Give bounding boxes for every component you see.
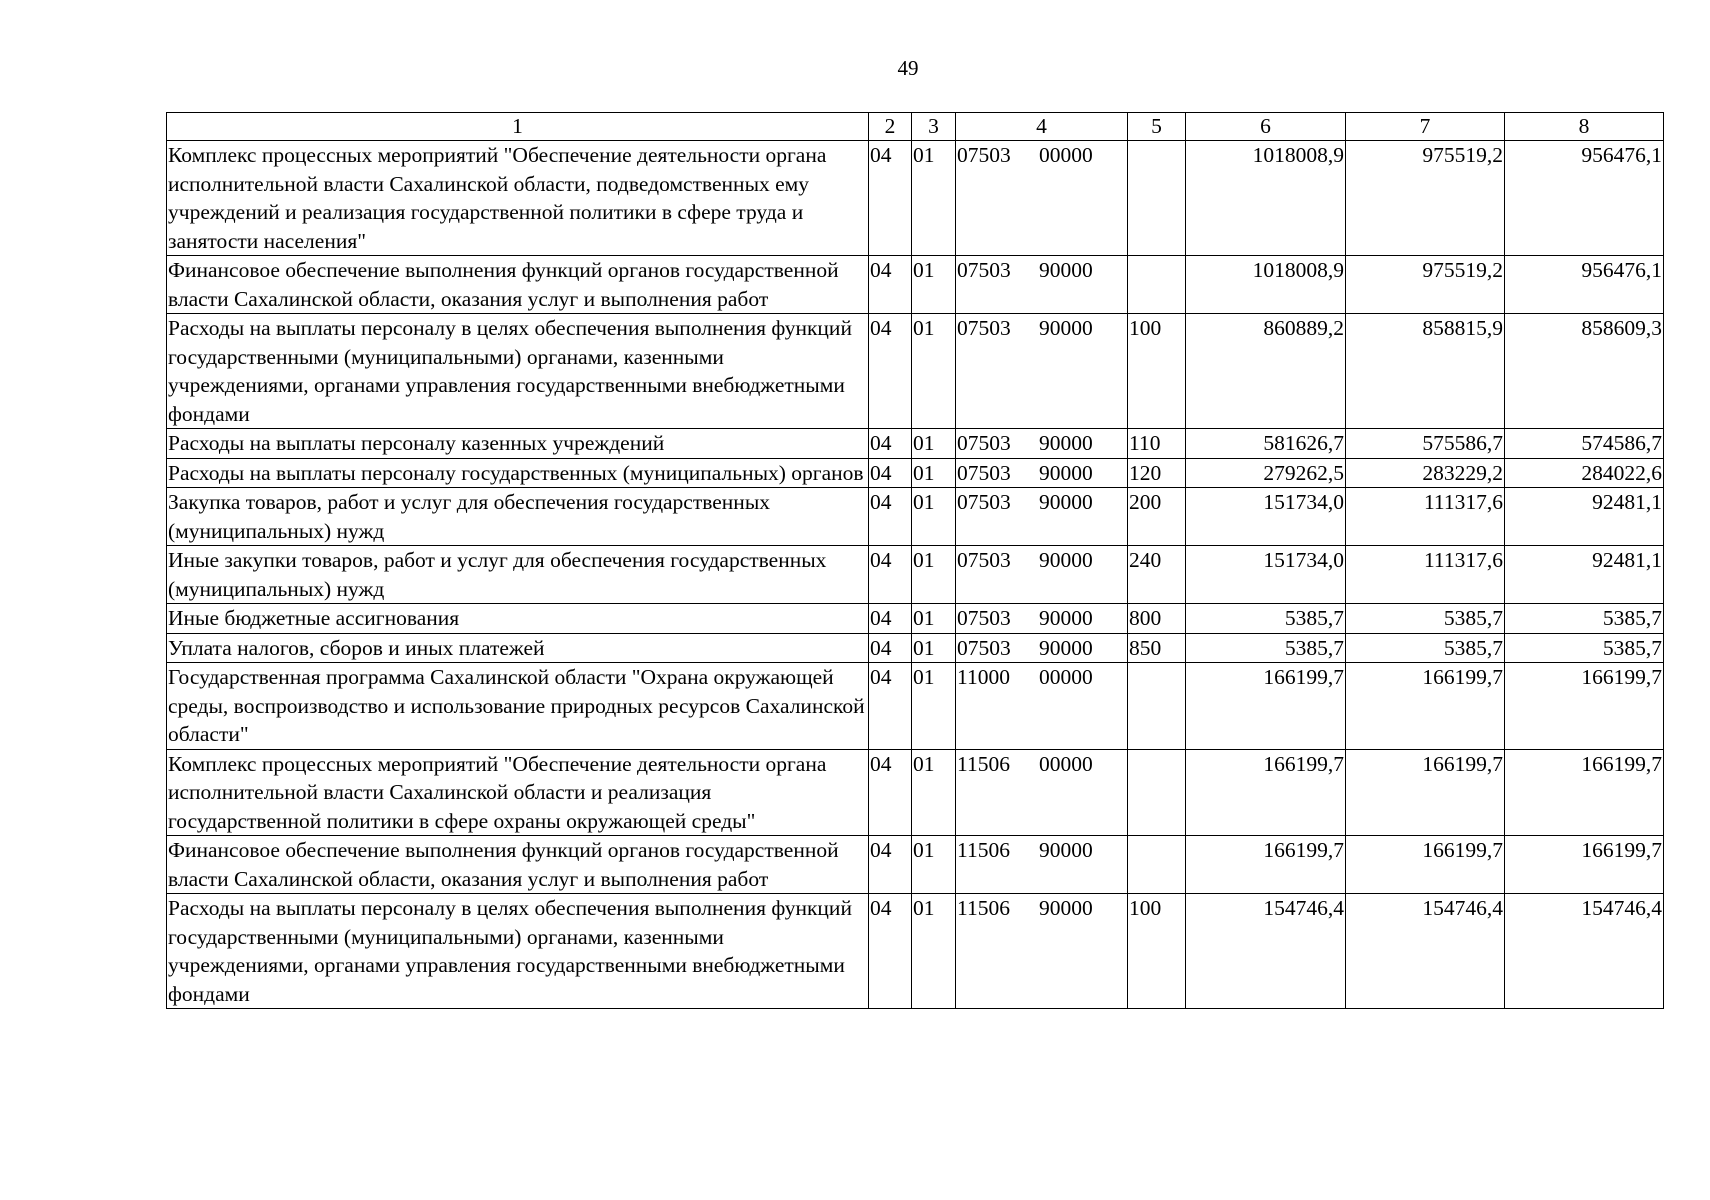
row-name: Комплекс процессных мероприятий "Обеспечение деятельности органа исполнительной власти Сахалинской области и реализация государственной политики в сфере охраны окружающей среды" — [167, 749, 869, 836]
row-value-8: 166199,7 — [1505, 663, 1664, 750]
row-value-8: 154746,4 — [1505, 894, 1664, 1009]
row-subsection: 01 — [912, 256, 956, 314]
row-name: Государственная программа Сахалинской области "Охрана окружающей среды, воспроизводство и использование природных ресурсов Сахалинской области" — [167, 663, 869, 750]
page-number: 49 — [897, 56, 919, 80]
row-program-code: 07503 — [957, 258, 1011, 282]
table-row — [167, 141, 1664, 256]
row-program-code: 11506 — [957, 838, 1010, 862]
table-row — [167, 488, 1664, 546]
row-value-6: 279262,5 — [1186, 458, 1346, 488]
row-direction-code: 00000 — [1039, 665, 1093, 689]
row-section: 04 — [869, 141, 912, 256]
row-program-code: 07503 — [957, 490, 1011, 514]
row-value-7: 166199,7 — [1346, 836, 1505, 894]
table-header — [167, 113, 1664, 141]
row-direction-code: 00000 — [1039, 751, 1093, 776]
row-program-code: 11506 — [957, 896, 1010, 920]
table-row — [167, 836, 1664, 894]
table-body — [167, 141, 1664, 1009]
row-expense-type — [1128, 836, 1186, 894]
row-expense-type: 110 — [1128, 429, 1186, 459]
row-value-8: 166199,7 — [1505, 749, 1664, 836]
row-value-8: 956476,1 — [1505, 141, 1664, 256]
table-row — [167, 256, 1664, 314]
row-program-code: 07503 — [957, 431, 1011, 455]
row-direction-code: 90000 — [1039, 635, 1093, 660]
row-target-article — [956, 894, 1128, 1009]
row-value-8: 92481,1 — [1505, 546, 1664, 604]
row-direction-code: 90000 — [1039, 548, 1093, 572]
row-value-6: 581626,7 — [1186, 429, 1346, 459]
row-value-6: 5385,7 — [1186, 604, 1346, 634]
row-expense-type: 100 — [1128, 894, 1186, 1009]
header-col-6: 6 — [1186, 113, 1346, 141]
row-subsection: 01 — [912, 458, 956, 488]
row-value-8: 5385,7 — [1505, 604, 1664, 634]
table-row — [167, 663, 1664, 750]
row-subsection: 01 — [912, 836, 956, 894]
row-expense-type: 120 — [1128, 458, 1186, 488]
row-target-article — [956, 429, 1128, 459]
header-col-2: 2 — [869, 113, 912, 141]
row-program-code: 07503 — [957, 143, 1011, 167]
row-target-article — [956, 546, 1128, 604]
row-expense-type — [1128, 141, 1186, 256]
row-section: 04 — [869, 429, 912, 459]
row-section: 04 — [869, 488, 912, 546]
row-value-8: 956476,1 — [1505, 256, 1664, 314]
row-subsection: 01 — [912, 488, 956, 546]
row-target-article — [956, 604, 1128, 634]
row-section: 04 — [869, 604, 912, 634]
row-value-6: 151734,0 — [1186, 488, 1346, 546]
row-target-article — [956, 458, 1128, 488]
row-expense-type: 850 — [1128, 633, 1186, 663]
row-section: 04 — [869, 256, 912, 314]
row-name: Иные закупки товаров, работ и услуг для обеспечения государственных (муниципальных) нужд — [167, 546, 869, 604]
row-value-8: 92481,1 — [1505, 488, 1664, 546]
row-direction-code: 90000 — [1039, 606, 1093, 630]
row-direction-code: 90000 — [1039, 460, 1093, 485]
row-direction-code: 00000 — [1039, 143, 1093, 167]
row-target-article — [956, 633, 1128, 663]
row-program-code: 07503 — [957, 548, 1011, 572]
row-value-7: 575586,7 — [1346, 429, 1505, 459]
row-direction-code: 90000 — [1039, 490, 1093, 514]
row-target-article — [956, 488, 1128, 546]
row-target-article — [956, 256, 1128, 314]
budget-table — [166, 112, 1664, 1009]
row-program-code: 07503 — [957, 635, 1011, 660]
row-program-code: 07503 — [957, 460, 1011, 485]
table-row — [167, 633, 1664, 663]
header-col-8: 8 — [1505, 113, 1664, 141]
row-subsection: 01 — [912, 546, 956, 604]
row-expense-type: 200 — [1128, 488, 1186, 546]
table-row — [167, 458, 1664, 488]
row-target-article — [956, 663, 1128, 750]
row-expense-type: 100 — [1128, 314, 1186, 429]
row-subsection: 01 — [912, 604, 956, 634]
row-name: Расходы на выплаты персоналу в целях обеспечения выполнения функций государственными (муниципальными) органами, казенными учреждениями, органами управления государственными внебюджетными фондами — [167, 894, 869, 1009]
header-col-4: 4 — [956, 113, 1128, 141]
table-row — [167, 749, 1664, 836]
header-col-1: 1 — [167, 113, 869, 141]
table-row — [167, 894, 1664, 1009]
row-value-7: 166199,7 — [1346, 663, 1505, 750]
row-program-code: 07503 — [957, 316, 1011, 340]
row-value-6: 166199,7 — [1186, 836, 1346, 894]
row-value-7: 111317,6 — [1346, 546, 1505, 604]
row-name: Иные бюджетные ассигнования — [167, 604, 869, 634]
row-name: Расходы на выплаты персоналу казенных учреждений — [167, 429, 869, 459]
row-value-7: 166199,7 — [1346, 749, 1505, 836]
row-value-6: 1018008,9 — [1186, 141, 1346, 256]
row-subsection: 01 — [912, 314, 956, 429]
row-subsection: 01 — [912, 141, 956, 256]
row-expense-type: 240 — [1128, 546, 1186, 604]
row-section: 04 — [869, 836, 912, 894]
row-value-8: 284022,6 — [1505, 458, 1664, 488]
row-target-article — [956, 141, 1128, 256]
table-row — [167, 429, 1664, 459]
row-target-article — [956, 836, 1128, 894]
row-program-code: 07503 — [957, 606, 1011, 630]
row-name: Расходы на выплаты персоналу в целях обеспечения выполнения функций государственными (муниципальными) органами, казенными учреждениями, органами управления государственными внебюджетными фондами — [167, 314, 869, 429]
row-value-7: 283229,2 — [1346, 458, 1505, 488]
row-value-8: 5385,7 — [1505, 633, 1664, 663]
row-program-code: 11000 — [957, 665, 1010, 689]
row-value-7: 5385,7 — [1346, 633, 1505, 663]
row-section: 04 — [869, 663, 912, 750]
row-section: 04 — [869, 546, 912, 604]
row-value-8: 574586,7 — [1505, 429, 1664, 459]
row-section: 04 — [869, 749, 912, 836]
row-target-article — [956, 314, 1128, 429]
row-direction-code: 90000 — [1039, 838, 1093, 862]
row-value-7: 154746,4 — [1346, 894, 1505, 1009]
row-value-8: 166199,7 — [1505, 836, 1664, 894]
row-value-6: 166199,7 — [1186, 749, 1346, 836]
row-section: 04 — [869, 314, 912, 429]
table-row — [167, 314, 1664, 429]
row-subsection: 01 — [912, 633, 956, 663]
row-value-6: 154746,4 — [1186, 894, 1346, 1009]
row-value-7: 975519,2 — [1346, 141, 1505, 256]
row-subsection: 01 — [912, 663, 956, 750]
row-name: Закупка товаров, работ и услуг для обеспечения государственных (муниципальных) нужд — [167, 488, 869, 546]
header-col-5: 5 — [1128, 113, 1186, 141]
row-value-6: 151734,0 — [1186, 546, 1346, 604]
row-value-7: 975519,2 — [1346, 256, 1505, 314]
header-col-7: 7 — [1346, 113, 1505, 141]
row-name: Уплата налогов, сборов и иных платежей — [167, 633, 869, 663]
row-expense-type — [1128, 256, 1186, 314]
row-value-7: 858815,9 — [1346, 314, 1505, 429]
row-section: 04 — [869, 633, 912, 663]
row-subsection: 01 — [912, 894, 956, 1009]
row-value-6: 1018008,9 — [1186, 256, 1346, 314]
header-row — [167, 113, 1664, 141]
row-expense-type: 800 — [1128, 604, 1186, 634]
row-value-7: 111317,6 — [1346, 488, 1505, 546]
row-direction-code: 90000 — [1039, 431, 1093, 455]
row-name: Финансовое обеспечение выполнения функций органов государственной власти Сахалинской области, оказания услуг и выполнения работ — [167, 256, 869, 314]
row-direction-code: 90000 — [1039, 896, 1093, 920]
row-section: 04 — [869, 894, 912, 1009]
row-name: Расходы на выплаты персоналу государственных (муниципальных) органов — [167, 458, 869, 488]
row-value-8: 858609,3 — [1505, 314, 1664, 429]
table-row — [167, 604, 1664, 634]
row-value-6: 5385,7 — [1186, 633, 1346, 663]
row-expense-type — [1128, 749, 1186, 836]
row-value-7: 5385,7 — [1346, 604, 1505, 634]
row-direction-code: 90000 — [1039, 316, 1093, 340]
row-subsection: 01 — [912, 749, 956, 836]
row-section: 04 — [869, 458, 912, 488]
table-row — [167, 546, 1664, 604]
row-expense-type — [1128, 663, 1186, 750]
row-program-code: 11506 — [957, 751, 1010, 776]
row-direction-code: 90000 — [1039, 258, 1093, 282]
row-value-6: 860889,2 — [1186, 314, 1346, 429]
row-name: Финансовое обеспечение выполнения функций органов государственной власти Сахалинской области, оказания услуг и выполнения работ — [167, 836, 869, 894]
row-subsection: 01 — [912, 429, 956, 459]
row-value-6: 166199,7 — [1186, 663, 1346, 750]
header-col-3: 3 — [912, 113, 956, 141]
row-name: Комплекс процессных мероприятий "Обеспечение деятельности органа исполнительной власти Сахалинской области, подведомственных ему учреждений и реализация государственной политики в сфере труда и занятости населения" — [167, 141, 869, 256]
row-target-article — [956, 749, 1128, 836]
